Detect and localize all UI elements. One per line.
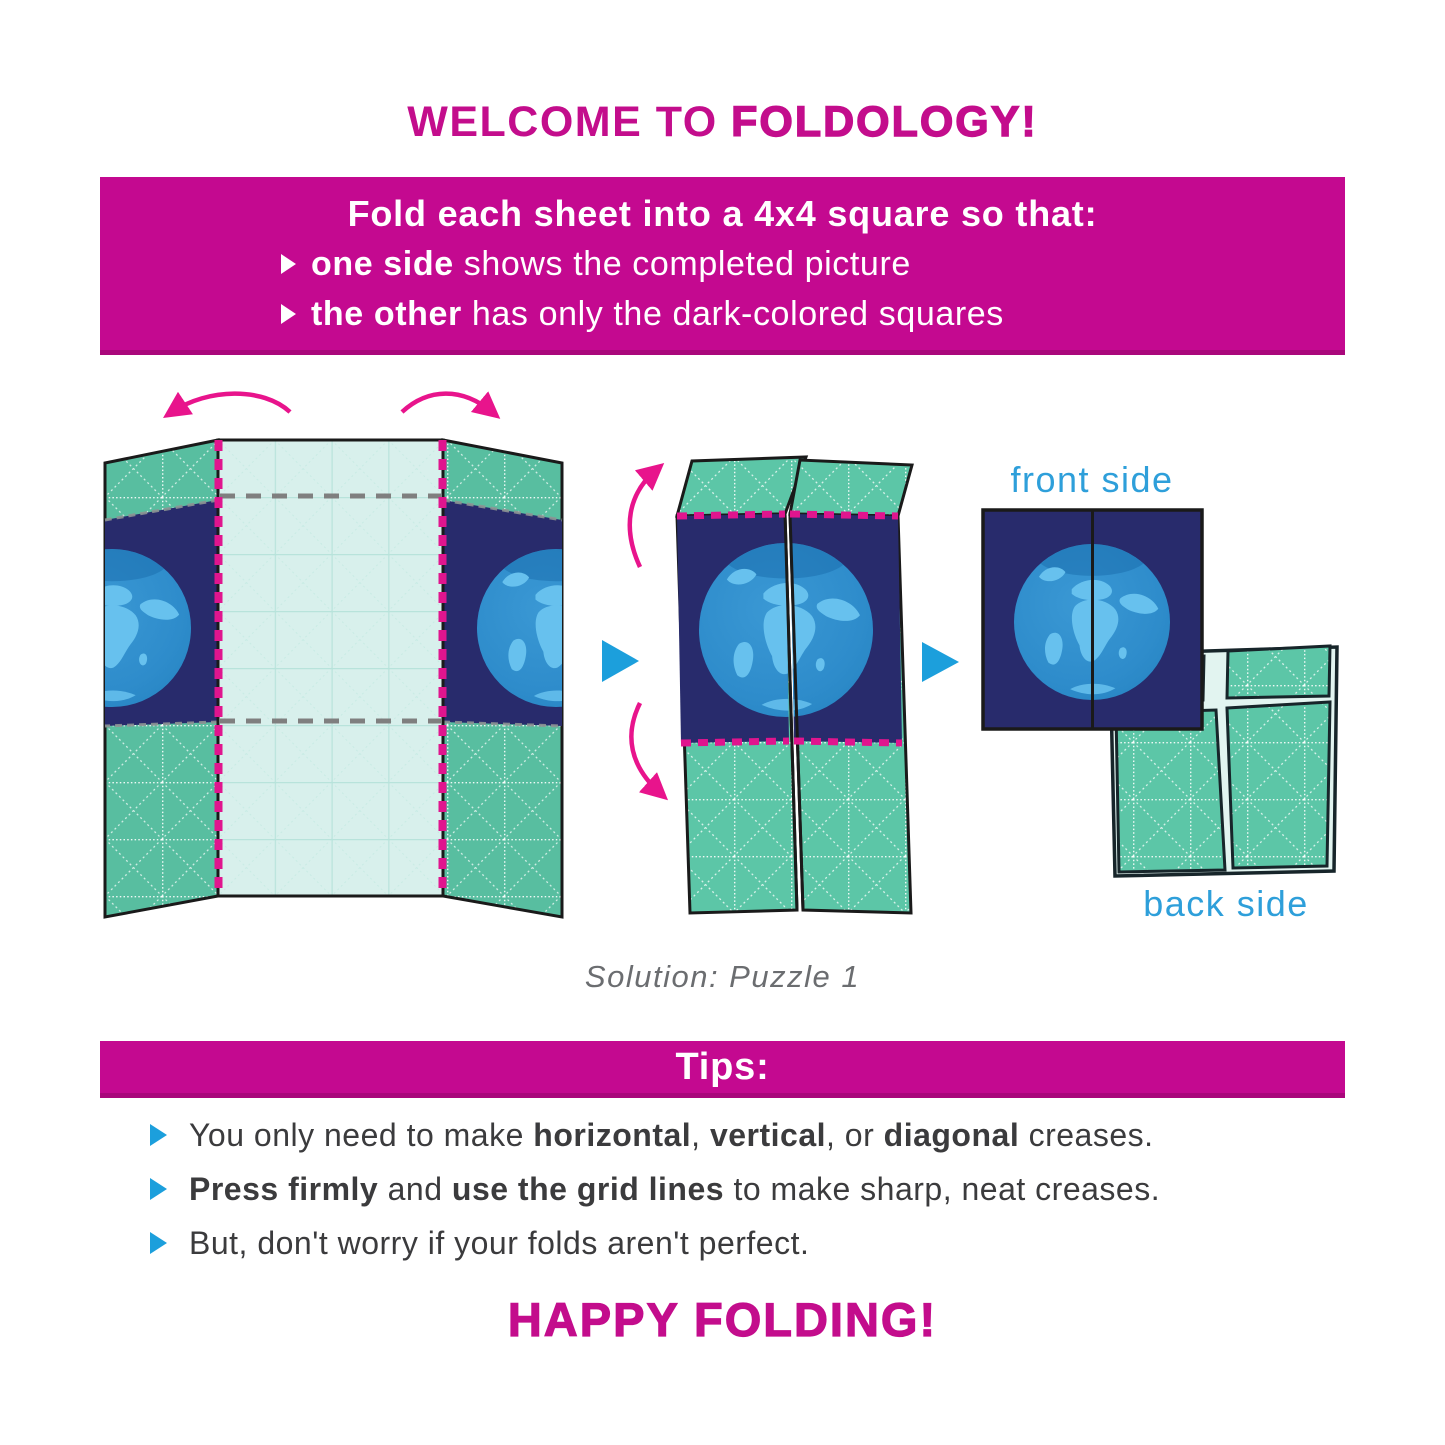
tip-item xyxy=(150,1224,1335,1262)
bullet-triangle-icon xyxy=(150,1232,167,1254)
banner-heading: Fold each sheet into a 4x4 square so that: xyxy=(347,193,1098,234)
tips-heading: Tips: xyxy=(675,1045,770,1088)
bullet-triangle-icon xyxy=(150,1178,167,1200)
banner-bullet-2 xyxy=(100,294,1345,334)
banner-bullet-text: the other has only the dark-colored squares xyxy=(311,295,1004,333)
title-regular: WELCOME TO xyxy=(407,98,732,146)
center-panel xyxy=(218,440,443,896)
fold-arrow-up-icon xyxy=(630,470,656,567)
front-side-label: front side xyxy=(1010,459,1174,500)
half-folded-diagram xyxy=(630,457,912,913)
next-step-arrow-icon xyxy=(602,640,639,682)
bullet-triangle-icon xyxy=(281,304,296,324)
tip-item xyxy=(150,1116,1335,1154)
bullet-triangle-icon xyxy=(150,1124,167,1146)
bullet-triangle-icon xyxy=(281,254,296,274)
tip-item xyxy=(150,1170,1335,1208)
folded-result-diagram xyxy=(983,459,1337,924)
tip-text: But, don't worry if your folds aren't perfect. xyxy=(189,1225,810,1261)
fold-arrow-down-icon xyxy=(631,703,660,793)
folding-steps-illustration xyxy=(0,355,1445,967)
back-panel-bottom-left xyxy=(1116,710,1225,872)
tips-banner xyxy=(100,1041,1345,1098)
back-side-label: back side xyxy=(1143,883,1309,924)
earth-globe xyxy=(33,549,191,707)
page-title xyxy=(0,0,1445,147)
instructions-banner xyxy=(100,177,1345,355)
next-step-arrow-icon xyxy=(922,642,959,682)
right-strip-top-flap xyxy=(790,460,912,516)
tip-text: You only need to make horizontal, vertical, or diagonal creases. xyxy=(189,1117,1154,1153)
back-panel-top-right xyxy=(1227,646,1330,698)
earth-globe xyxy=(477,549,635,707)
unfolded-sheet-diagram xyxy=(33,394,635,917)
tip-text: Press firmly and use the grid lines to make sharp, neat creases. xyxy=(189,1171,1161,1207)
banner-bullet-text: one side shows the completed picture xyxy=(311,245,911,283)
tips-list xyxy=(150,1116,1335,1262)
front-side-square xyxy=(983,510,1202,729)
fold-arrow-right-icon xyxy=(402,394,492,412)
closing-message: HAPPY FOLDING! xyxy=(507,1293,938,1346)
solution-caption: Solution: Puzzle 1 xyxy=(584,959,861,994)
fold-arrow-left-icon xyxy=(172,394,290,412)
banner-bullet-1 xyxy=(100,244,1345,284)
title-brand: FOLDOLOGY! xyxy=(731,98,1038,146)
back-panel-bottom-right xyxy=(1227,702,1330,868)
left-strip-top-flap xyxy=(677,457,806,516)
